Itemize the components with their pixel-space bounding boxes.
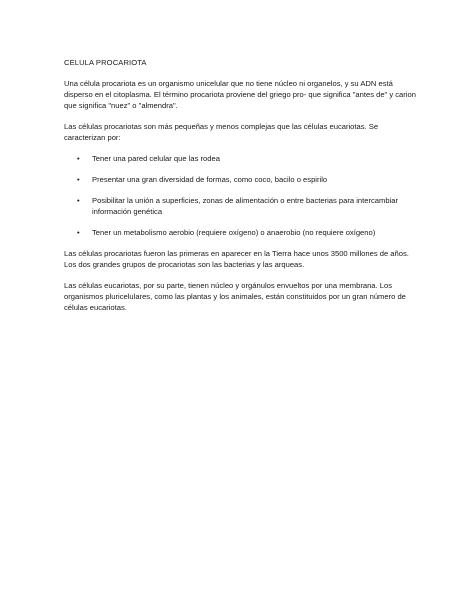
- characteristics-list: [64, 153, 419, 238]
- paragraph-characteristics-intro: Las células procariotas son más pequeñas y menos complejas que las células eucariotas. Se caracterizan por:: [64, 122, 379, 142]
- paragraph-history: Las células procariotas fueron las primeras en aparecer en la Tierra hace unos 3500 millones de años. Los dos grandes grupos de procariotas son las bacterias y las arqueas.: [64, 249, 409, 269]
- bullet-icon: •: [77, 154, 80, 163]
- list-item: [64, 227, 419, 238]
- document-title: CELULA PROCARIOTA: [64, 58, 147, 67]
- list-item-text: Posibilitar la unión a superficies, zonas de alimentación o entre bacterias para intercambiar información genética: [92, 196, 399, 216]
- list-item: [64, 153, 419, 164]
- paragraph-eukaryotes: Las células eucariotas, por su parte, tienen núcleo y orgánulos envueltos por una membrana. Los organismos pluricelulares, como las plantas y los animales, están constituidos por un gran número de células eucariotas.: [64, 281, 406, 312]
- list-item-text: Tener un metabolismo aerobio (requiere oxígeno) o anaerobio (no requiere oxígeno): [92, 228, 376, 237]
- bullet-icon: •: [77, 196, 80, 205]
- bullet-icon: •: [77, 175, 80, 184]
- list-item: [64, 174, 419, 185]
- list-item-text: Tener una pared celular que las rodea: [92, 154, 220, 163]
- document-body: [64, 57, 419, 323]
- list-item: [64, 195, 419, 217]
- list-item-text: Presentar una gran diversidad de formas, como coco, bacilo o espirilo: [92, 175, 328, 184]
- bullet-icon: •: [77, 228, 80, 237]
- paragraph-definition: Una célula procariota es un organismo unicelular que no tiene núcleo ni organelos, y su ADN está disperso en el citoplasma. El término procariota proviene del griego pro- que significa "antes de" y carion que significa "nuez" o "almendra".: [64, 79, 416, 110]
